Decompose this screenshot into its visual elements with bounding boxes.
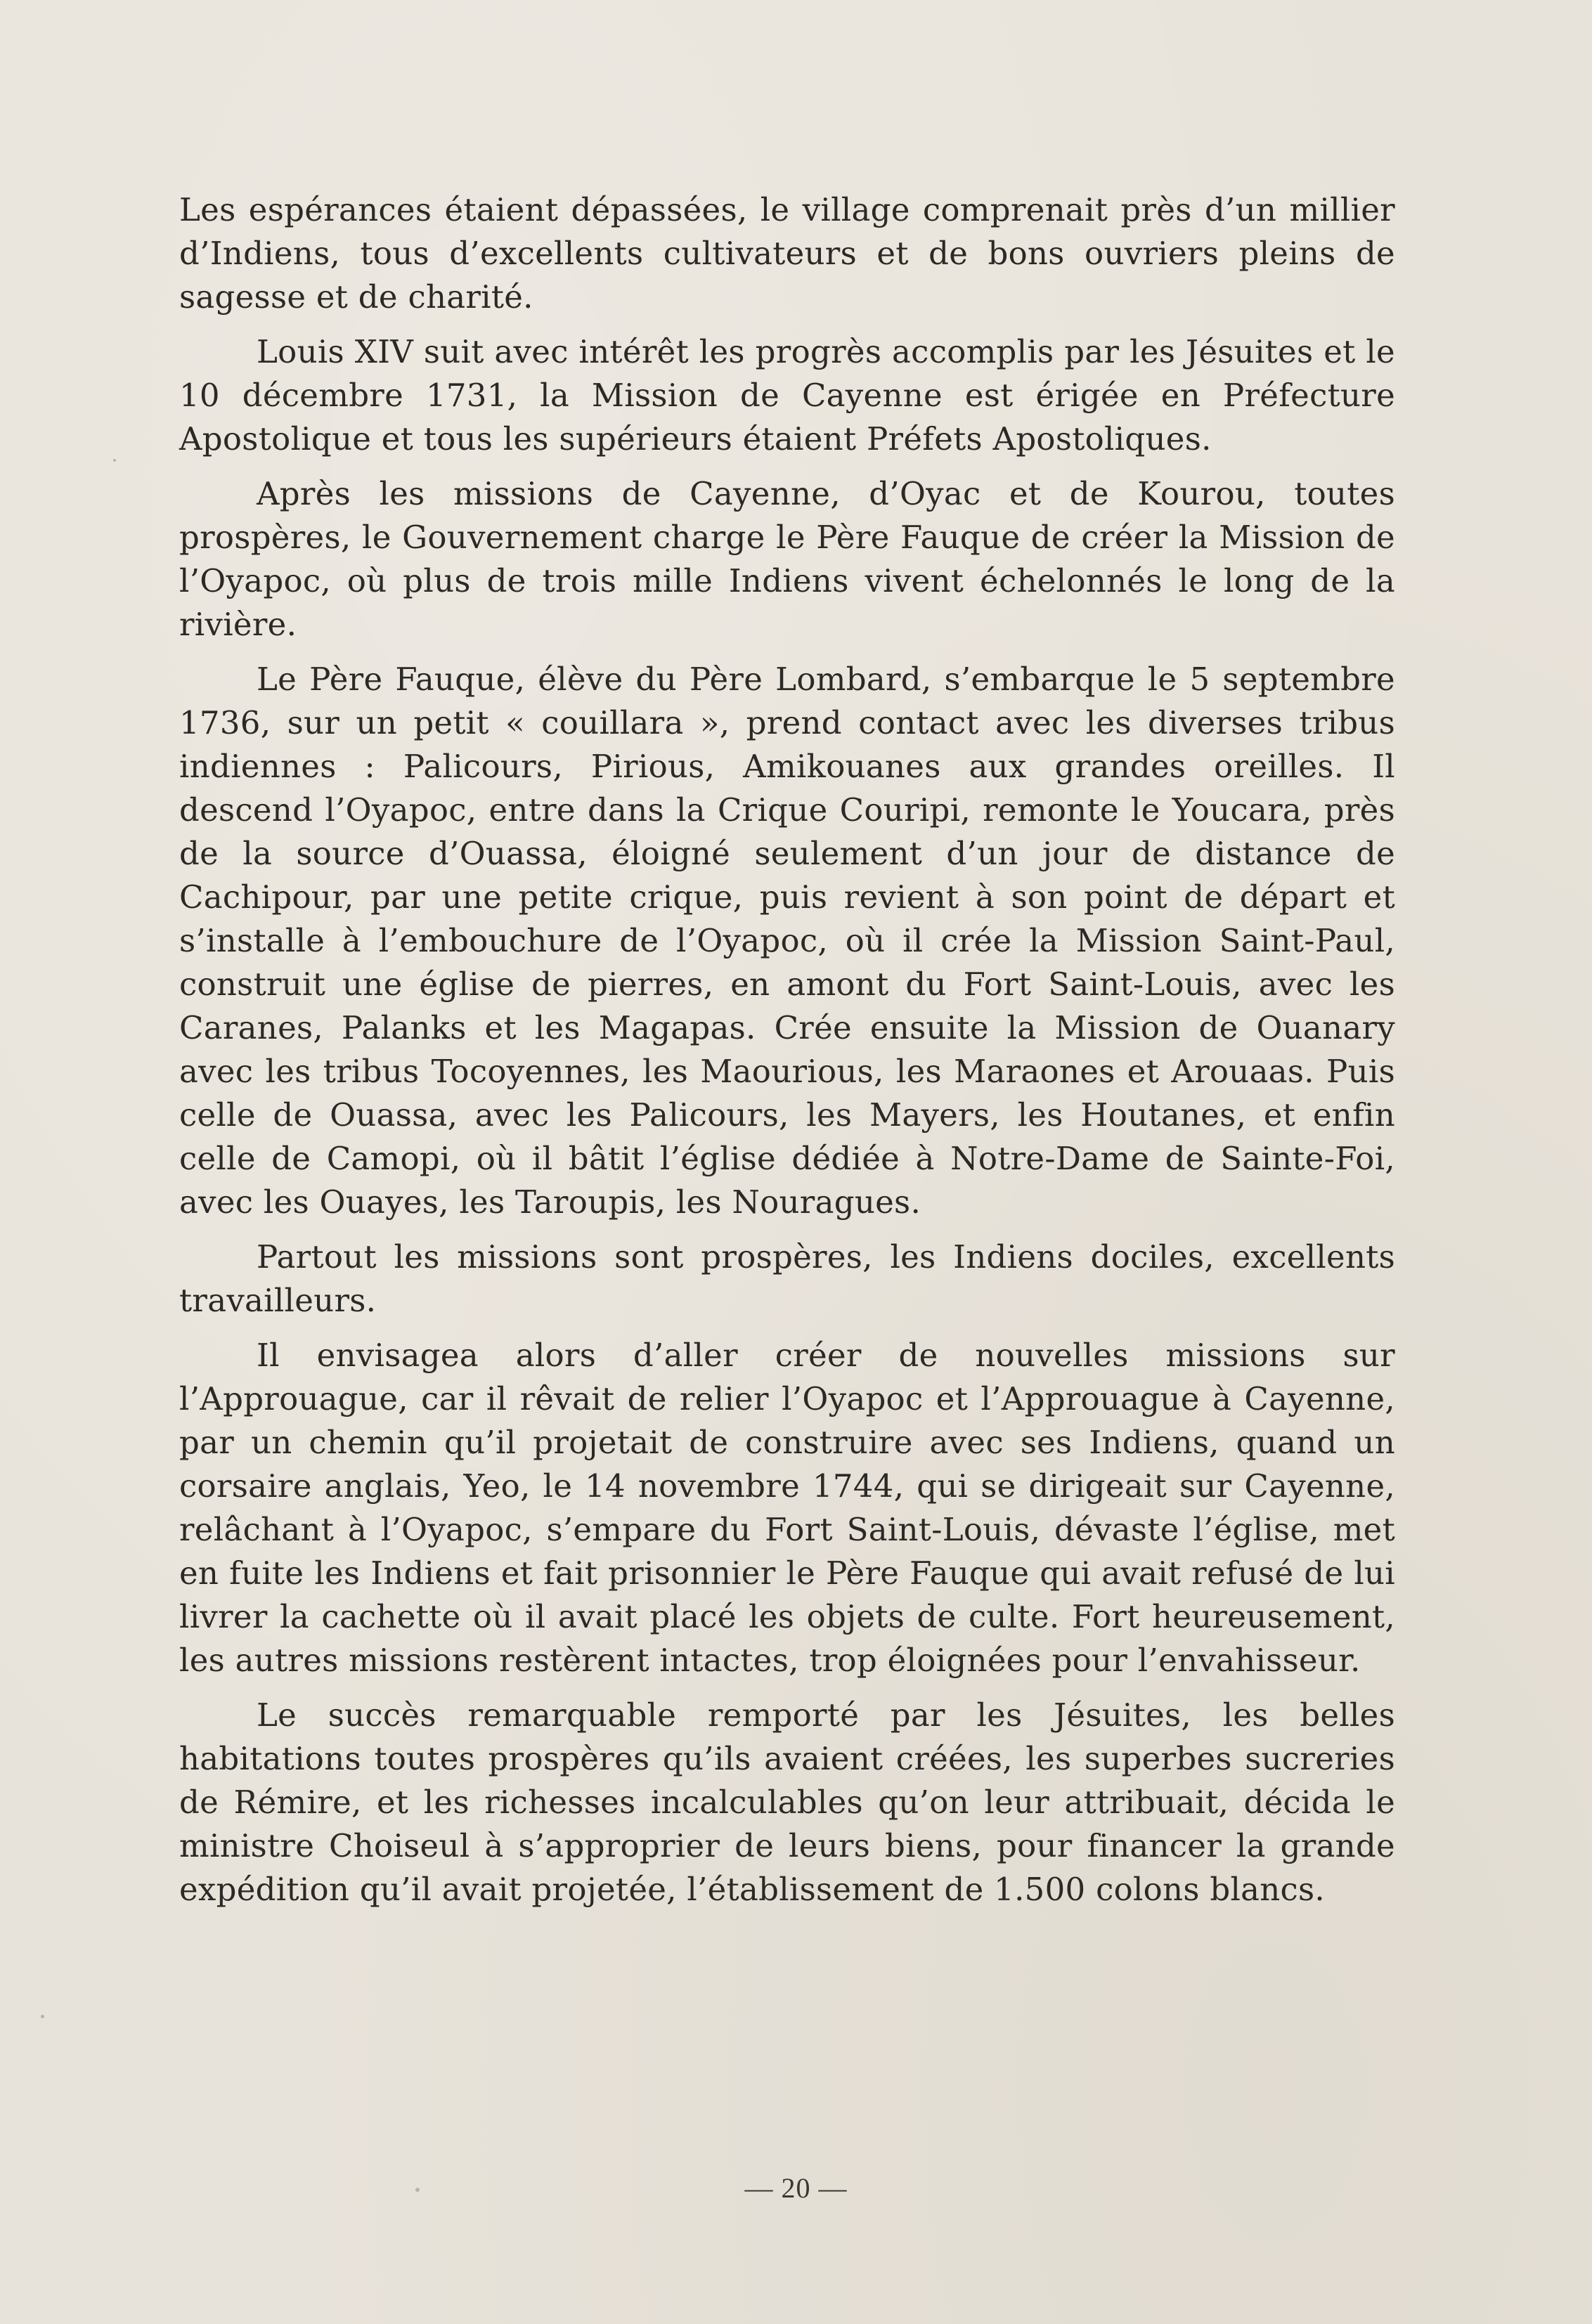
paper-speck: [415, 2188, 420, 2192]
paragraph-5: Partout les missions sont prospères, les Indiens dociles, excellents travailleurs.: [179, 1238, 1395, 1319]
paragraph-2: Louis XIV suit avec intérêt les progrès accomplis par les Jésuites et le 10 décembre 1731, la Mission de Cayenne est érigée en Préfecture Apostolique et tous les supérieurs étaient Préfets Apostoliques.: [179, 333, 1395, 457]
paper-speck: [113, 459, 116, 462]
paragraph-7: Le succès remarquable remporté par les Jésuites, les belles habitations toutes prospères qu’ils avaient créées, les superbes sucreries de Rémire, et les richesses incalculables qu’on leur attribuait, décida le ministre Choiseul à s’approprier de leurs biens, pour financer la grande expédition qu’il avait projetée, l’établissement de 1.500 colons blancs.: [179, 1696, 1395, 1908]
page-number: — 20 —: [744, 2172, 848, 2204]
paper-speck: [41, 2015, 44, 2018]
paragraph-1: Les espérances étaient dépassées, le village comprenait près d’un millier d’Indiens, tous d’excellents cultivateurs et de bons ouvriers pleins de sagesse et de charité.: [179, 191, 1395, 316]
body-text: [179, 188, 1395, 1923]
paragraph-6: Il envisagea alors d’aller créer de nouvelles missions sur l’Approuague, car il rêvait de relier l’Oyapoc et l’Approuague à Cayenne, par un chemin qu’il projetait de construire avec ses Indiens, quand un corsaire anglais, Yeo, le 14 novembre 1744, qui se dirigeait sur Cayenne, relâchant à l’Oyapoc, s’empare du Fort Saint-Louis, dévaste l’église, met en fuite les Indiens et fait prisonnier le Père Fauque qui avait refusé de lui livrer la cachette où il avait placé les objets de culte. Fort heureusement, les autres missions restèrent intactes, trop éloignées pour l’envahisseur.: [179, 1337, 1395, 1679]
paragraph-4: Le Père Fauque, élève du Père Lombard, s’embarque le 5 septembre 1736, sur un petit « couillara », prend contact avec les diverses tribus indiennes : Palicours, Pirious, Amikouanes aux grandes oreilles. Il descend l’Oyapoc, entre dans la Crique Couripi, remonte le Youcara, près de la source d’Ouassa, éloigné seulement d’un jour de distance de Cachipour, par une petite crique, puis revient à son point de départ et s’installe à l’embouchure de l’Oyapoc, où il crée la Mission Saint-Paul, construit une église de pierres, en amont du Fort Saint-Louis, avec les Caranes, Palanks et les Magapas. Crée ensuite la Mission de Ouanary avec les tribus Tocoyennes, les Maourious, les Maraones et Arouaas. Puis celle de Ouassa, avec les Palicours, les Mayers, les Houtanes, et enfin celle de Camopi, où il bâtit l’église dédiée à Notre-Dame de Sainte-Foi, avec les Ouayes, les Taroupis, les Nouragues.: [179, 661, 1395, 1221]
paragraph-3: Après les missions de Cayenne, d’Oyac et de Kourou, toutes prospères, le Gouvernement charge le Père Fauque de créer la Mission de l’Oyapoc, où plus de trois mille Indiens vivent échelonnés le long de la rivière.: [179, 475, 1395, 643]
